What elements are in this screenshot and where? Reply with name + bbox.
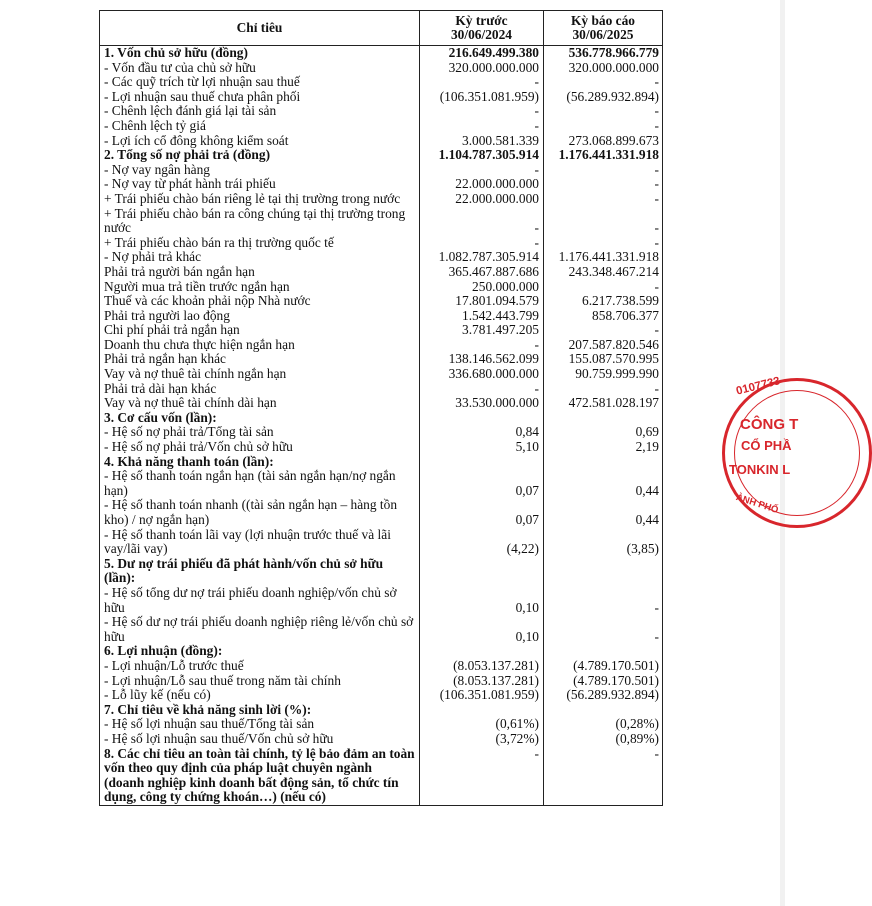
row-label: - Hệ số thanh toán lãi vay (lợi nhuận trước thuế và lãi vay/lãi vay) [100, 528, 420, 557]
row-label: 7. Chỉ tiêu về khả năng sinh lời (%): [100, 703, 420, 718]
row-label: Vay và nợ thuê tài chính ngắn hạn [100, 367, 420, 382]
row-value-current: - [544, 615, 663, 644]
row-value-previous: 33.530.000.000 [420, 396, 544, 411]
row-value-previous: - [420, 236, 544, 251]
row-value-previous: (0,61%) [420, 717, 544, 732]
row-value-previous: 216.649.499.380 [420, 46, 544, 61]
table-row [100, 440, 663, 455]
row-value-current: 273.068.899.673 [544, 134, 663, 149]
table-row [100, 703, 663, 718]
row-value-previous: (8.053.137.281) [420, 659, 544, 674]
stamp-code: 0107733 [735, 375, 782, 398]
table-row [100, 294, 663, 309]
financial-indicators-table [99, 10, 663, 806]
row-value-current: (3,85) [544, 528, 663, 557]
table-row [100, 674, 663, 689]
table-row [100, 90, 663, 105]
row-value-previous: 1.542.443.799 [420, 309, 544, 324]
header-curr-label: Kỳ báo cáo [571, 12, 635, 28]
row-label: Vay và nợ thuê tài chính dài hạn [100, 396, 420, 411]
row-label: - Lợi nhuận/Lỗ trước thuế [100, 659, 420, 674]
row-value-previous: - [420, 163, 544, 178]
row-label: + Trái phiếu chào bán riêng lẻ tại thị trường trong nước [100, 192, 420, 207]
table-row [100, 732, 663, 747]
row-label: 3. Cơ cấu vốn (lần): [100, 411, 420, 426]
row-value-previous: - [420, 119, 544, 134]
row-label: + Trái phiếu chào bán ra công chúng tại thị trường trong nước [100, 207, 420, 236]
row-label: - Hệ số thanh toán ngắn hạn (tài sản ngắn hạn/nợ ngắn hạn) [100, 469, 420, 498]
row-value-current: - [544, 382, 663, 397]
row-label: Chi phí phải trả ngắn hạn [100, 323, 420, 338]
table-row [100, 163, 663, 178]
row-value-current [544, 703, 663, 718]
row-value-previous: (3,72%) [420, 732, 544, 747]
table-row [100, 119, 663, 134]
row-value-previous: 0,84 [420, 425, 544, 440]
row-value-previous: - [420, 207, 544, 236]
table-row [100, 207, 663, 236]
table-row [100, 236, 663, 251]
row-value-current: - [544, 747, 663, 806]
row-value-current: 207.587.820.546 [544, 338, 663, 353]
row-value-current: 858.706.377 [544, 309, 663, 324]
row-label: - Hệ số nợ phải trả/Vốn chủ sở hữu [100, 440, 420, 455]
row-value-current: - [544, 163, 663, 178]
row-label: - Hệ số dư nợ trái phiếu doanh nghiệp riêng lẻ/vốn chủ sở hữu [100, 615, 420, 644]
row-value-current [544, 644, 663, 659]
row-value-current: 155.087.570.995 [544, 352, 663, 367]
row-value-previous: 0,10 [420, 586, 544, 615]
row-value-previous: 3.000.581.339 [420, 134, 544, 149]
row-value-current: (4.789.170.501) [544, 674, 663, 689]
table-row [100, 528, 663, 557]
row-value-current: - [544, 104, 663, 119]
row-value-current: (0,28%) [544, 717, 663, 732]
row-value-previous: 138.146.562.099 [420, 352, 544, 367]
row-label: - Hệ số thanh toán nhanh ((tài sản ngắn hạn – hàng tồn kho) / nợ ngắn hạn) [100, 498, 420, 527]
table-row [100, 309, 663, 324]
row-value-current: (4.789.170.501) [544, 659, 663, 674]
row-value-current: - [544, 207, 663, 236]
table-row [100, 265, 663, 280]
row-label: - Lợi ích cổ đông không kiểm soát [100, 134, 420, 149]
row-label: 1. Vốn chủ sở hữu (đồng) [100, 46, 420, 61]
row-value-current: 472.581.028.197 [544, 396, 663, 411]
row-value-current: - [544, 323, 663, 338]
row-value-current: 0,69 [544, 425, 663, 440]
row-value-current [544, 411, 663, 426]
row-label: 2. Tổng số nợ phải trả (đồng) [100, 148, 420, 163]
row-label: - Các quỹ trích từ lợi nhuận sau thuế [100, 75, 420, 90]
table-row [100, 717, 663, 732]
table-row [100, 367, 663, 382]
row-value-previous: - [420, 104, 544, 119]
row-label: Phải trả người bán ngắn hạn [100, 265, 420, 280]
row-label: - Lợi nhuận/Lỗ sau thuế trong năm tài chính [100, 674, 420, 689]
row-label: 8. Các chỉ tiêu an toàn tài chính, tỷ lệ bảo đảm an toàn vốn theo quy định của pháp luật chuyên ngành (doanh nghiệp kinh doanh bất động sản, tổ chức tín dụng, công ty chứng khoán…) (nếu có) [100, 747, 420, 806]
row-value-previous: - [420, 338, 544, 353]
row-value-previous: 17.801.094.579 [420, 294, 544, 309]
row-label: - Hệ số lợi nhuận sau thuế/Vốn chủ sở hữu [100, 732, 420, 747]
row-value-current: (0,89%) [544, 732, 663, 747]
row-value-current: - [544, 75, 663, 90]
table-row [100, 557, 663, 586]
row-value-previous: - [420, 382, 544, 397]
row-label: - Hệ số tổng dư nợ trái phiếu doanh nghiệp/vốn chủ sở hữu [100, 586, 420, 615]
row-value-previous: 0,10 [420, 615, 544, 644]
row-label: Phải trả dài hạn khác [100, 382, 420, 397]
row-value-previous: - [420, 747, 544, 806]
row-label: Doanh thu chưa thực hiện ngắn hạn [100, 338, 420, 353]
row-value-current: (56.289.932.894) [544, 90, 663, 105]
row-value-current: 6.217.738.599 [544, 294, 663, 309]
row-label: - Nợ phải trả khác [100, 250, 420, 265]
stamp-line-3: TONKIN L [729, 462, 791, 477]
row-value-current: 1.176.441.331.918 [544, 250, 663, 265]
table-row [100, 396, 663, 411]
row-value-current: - [544, 177, 663, 192]
row-value-current: - [544, 119, 663, 134]
row-value-current: 0,44 [544, 498, 663, 527]
table-row [100, 352, 663, 367]
table-row [100, 148, 663, 163]
row-label: 6. Lợi nhuận (đồng): [100, 644, 420, 659]
header-indicator: Chỉ tiêu [100, 11, 420, 46]
row-label: Phải trả người lao động [100, 309, 420, 324]
row-value-current: (56.289.932.894) [544, 688, 663, 703]
table-row [100, 455, 663, 470]
row-value-previous: 320.000.000.000 [420, 61, 544, 76]
row-label: - Nợ vay từ phát hành trái phiếu [100, 177, 420, 192]
table-row [100, 586, 663, 615]
row-value-previous: 1.082.787.305.914 [420, 250, 544, 265]
stamp-line-2: CỔ PHẦ [741, 438, 792, 453]
row-value-previous: 22.000.000.000 [420, 192, 544, 207]
row-value-current: - [544, 236, 663, 251]
row-value-previous: 1.104.787.305.914 [420, 148, 544, 163]
row-value-current: 1.176.441.331.918 [544, 148, 663, 163]
row-value-previous [420, 411, 544, 426]
table-row [100, 644, 663, 659]
row-value-previous: (8.053.137.281) [420, 674, 544, 689]
header-curr-date: 30/06/2025 [572, 27, 634, 42]
row-value-current: 2,19 [544, 440, 663, 455]
stamp-city: ÀNH PHỐ [734, 492, 780, 517]
table-row [100, 104, 663, 119]
row-value-previous: 365.467.887.686 [420, 265, 544, 280]
table-row [100, 688, 663, 703]
row-value-current: 90.759.999.990 [544, 367, 663, 382]
table-row [100, 134, 663, 149]
row-value-previous [420, 557, 544, 586]
table-body [100, 46, 663, 806]
table-row [100, 338, 663, 353]
table-row [100, 177, 663, 192]
row-value-current [544, 557, 663, 586]
row-value-previous: 22.000.000.000 [420, 177, 544, 192]
row-value-current: 0,44 [544, 469, 663, 498]
table-header [100, 11, 663, 46]
row-label: 5. Dư nợ trái phiếu đã phát hành/vốn chủ sở hữu (lần): [100, 557, 420, 586]
table-row [100, 425, 663, 440]
row-value-current: - [544, 280, 663, 295]
row-value-previous: 250.000.000 [420, 280, 544, 295]
row-value-current: - [544, 192, 663, 207]
row-label: Phải trả ngắn hạn khác [100, 352, 420, 367]
row-value-current: 243.348.467.214 [544, 265, 663, 280]
row-value-previous [420, 644, 544, 659]
table-row [100, 382, 663, 397]
row-value-current: - [544, 586, 663, 615]
table-row [100, 323, 663, 338]
row-value-previous: 0,07 [420, 469, 544, 498]
row-label: - Hệ số nợ phải trả/Tổng tài sản [100, 425, 420, 440]
row-value-previous [420, 703, 544, 718]
row-value-previous: 5,10 [420, 440, 544, 455]
table-row [100, 747, 663, 806]
row-label: - Lợi nhuận sau thuế chưa phân phối [100, 90, 420, 105]
row-label: - Chênh lệch đánh giá lại tài sản [100, 104, 420, 119]
table-row [100, 250, 663, 265]
row-label: Người mua trả tiền trước ngắn hạn [100, 280, 420, 295]
table-row [100, 411, 663, 426]
row-value-previous: 3.781.497.205 [420, 323, 544, 338]
header-previous-period [420, 11, 544, 46]
table-row [100, 192, 663, 207]
row-value-previous: 0,07 [420, 498, 544, 527]
row-label: - Lỗ lũy kế (nếu có) [100, 688, 420, 703]
row-label: + Trái phiếu chào bán ra thị trường quốc tế [100, 236, 420, 251]
row-label: - Chênh lệch tỷ giá [100, 119, 420, 134]
row-label: Thuế và các khoản phải nộp Nhà nước [100, 294, 420, 309]
row-label: - Hệ số lợi nhuận sau thuế/Tổng tài sản [100, 717, 420, 732]
table-row [100, 75, 663, 90]
table-row [100, 46, 663, 61]
header-current-period [544, 11, 663, 46]
row-value-current [544, 455, 663, 470]
row-value-previous: 336.680.000.000 [420, 367, 544, 382]
table-row [100, 61, 663, 76]
row-label: 4. Khả năng thanh toán (lần): [100, 455, 420, 470]
row-value-current: 320.000.000.000 [544, 61, 663, 76]
header-prev-label: Kỳ trước [455, 12, 508, 28]
table-row [100, 659, 663, 674]
table-row [100, 280, 663, 295]
table-row [100, 615, 663, 644]
table-row [100, 498, 663, 527]
header-prev-date: 30/06/2024 [450, 27, 512, 42]
row-value-previous: (4,22) [420, 528, 544, 557]
table-row [100, 469, 663, 498]
row-value-previous [420, 455, 544, 470]
row-value-previous: (106.351.081.959) [420, 90, 544, 105]
row-label: - Nợ vay ngân hàng [100, 163, 420, 178]
row-value-previous: - [420, 75, 544, 90]
row-label: - Vốn đầu tư của chủ sở hữu [100, 61, 420, 76]
row-value-previous: (106.351.081.959) [420, 688, 544, 703]
stamp-line-1: CÔNG T [740, 416, 799, 433]
row-value-current: 536.778.966.779 [544, 46, 663, 61]
